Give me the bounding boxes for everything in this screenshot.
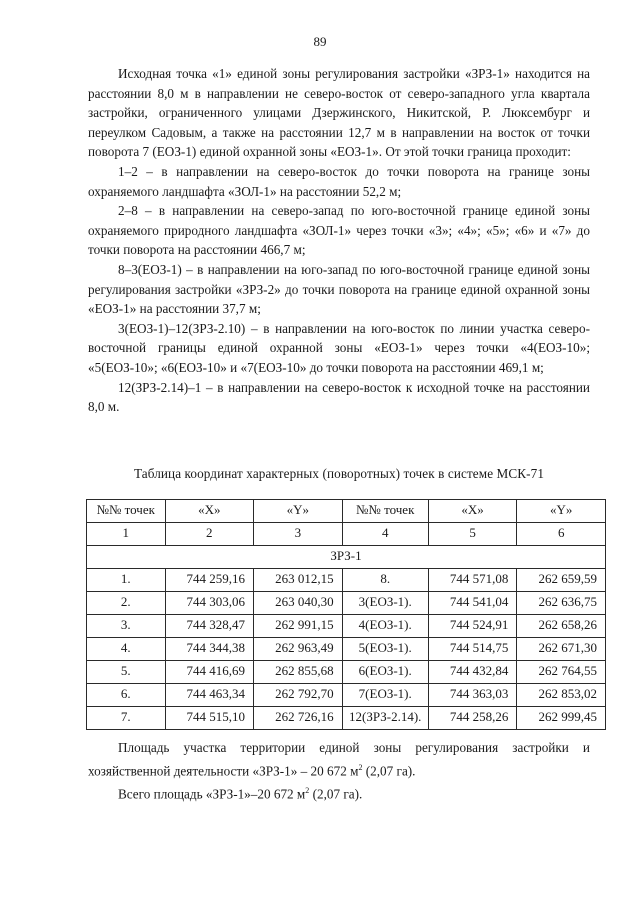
- table-row: [87, 569, 606, 592]
- paragraph-intro: Исходная точка «1» единой зоны регулирования застройки «ЗРЗ-1» находится на расстоянии 8,0 м в направлении не северо-восток от северо-западного угла квартала застройки, ограниченного улицами Дзержинского, Никитской, Р. Люксембург и переулком Садовым, а также на расстоянии 12,7 м в направлении на восток от точки поворота 7 (ЕОЗ-1) единой охранной зоны «ЕОЗ-1». От этой точки граница проходит:: [88, 66, 590, 160]
- total-text-end: (2,07 га).: [309, 785, 363, 801]
- table-cell: 744 463,34: [165, 684, 254, 707]
- table-cell: 262 636,75: [517, 592, 606, 615]
- table-cell: 7(ЕОЗ-1).: [342, 684, 428, 707]
- table-cell: 744 258,26: [428, 707, 517, 730]
- table-row: [87, 707, 606, 730]
- section-title-row: [87, 546, 606, 569]
- table-cell: 262 792,70: [254, 684, 343, 707]
- table-cell: 262 658,26: [517, 615, 606, 638]
- column-number-cell: 6: [517, 523, 606, 546]
- footer-text: [88, 738, 590, 804]
- table-cell: 263 040,30: [254, 592, 343, 615]
- table-cell: 262 855,68: [254, 661, 343, 684]
- table-caption: Таблица координат характерных (поворотных) точек в системе МСК-71: [133, 466, 545, 481]
- body-text: [88, 64, 590, 417]
- table-cell: 2.: [87, 592, 166, 615]
- column-number-row: [87, 523, 606, 546]
- column-number-cell: 2: [165, 523, 254, 546]
- paragraph-segment-8-3: 8–3(ЕОЗ-1) – в направлении на юго-запад по юго-восточной границе единой зоны регулирования застройки «ЗРЗ-2» до точки поворота на границе единой охранной зоны «ЕОЗ-1» на расстоянии 37,7 м;: [88, 261, 590, 317]
- table-cell: 744 514,75: [428, 638, 517, 661]
- table-cell: 744 344,38: [165, 638, 254, 661]
- paragraph-segment-1-2: 1–2 – в направлении на северо-восток до точки поворота на границе зоны охраняемого ландшафта «ЗОЛ-1» на расстоянии 52,2 м;: [88, 163, 590, 199]
- coordinates-table: [86, 499, 606, 730]
- table-cell: 7.: [87, 707, 166, 730]
- header-cell: «X»: [165, 500, 254, 523]
- area-text-end: (2,07 га).: [362, 762, 416, 778]
- table-cell: 1.: [87, 569, 166, 592]
- header-cell: №№ точек: [342, 500, 428, 523]
- table-cell: 5(ЕОЗ-1).: [342, 638, 428, 661]
- table-cell: 4.: [87, 638, 166, 661]
- table-cell: 262 659,59: [517, 569, 606, 592]
- total-text: Всего площадь «ЗРЗ-1»–20 672 м: [118, 785, 306, 801]
- table-cell: 262 999,45: [517, 707, 606, 730]
- column-number-cell: 5: [428, 523, 517, 546]
- total-superscript: 2: [305, 785, 310, 795]
- table-cell: 3(ЕОЗ-1).: [342, 592, 428, 615]
- table-cell: 744 259,16: [165, 569, 254, 592]
- area-text: Площадь участка территории единой зоны регулирования застройки и хозяйственной деятельности «ЗРЗ-1» – 20 672 м: [88, 740, 590, 778]
- table-cell: 4(ЕОЗ-1).: [342, 615, 428, 638]
- total-paragraph: [88, 781, 590, 804]
- table-cell: 8.: [342, 569, 428, 592]
- table-row: [87, 661, 606, 684]
- table-cell: 744 328,47: [165, 615, 254, 638]
- table-cell: 263 012,15: [254, 569, 343, 592]
- table-cell: 6(ЕОЗ-1).: [342, 661, 428, 684]
- table-row: [87, 615, 606, 638]
- table-cell: 262 853,02: [517, 684, 606, 707]
- table-cell: 262 963,49: [254, 638, 343, 661]
- table-cell: 744 363,03: [428, 684, 517, 707]
- page-number: 89: [313, 34, 327, 49]
- table-cell: 744 571,08: [428, 569, 517, 592]
- column-number-cell: 1: [87, 523, 166, 546]
- table-cell: 6.: [87, 684, 166, 707]
- column-number-cell: 3: [254, 523, 343, 546]
- table-cell: 262 726,16: [254, 707, 343, 730]
- paragraph-segment-2-8: 2–8 – в направлении на северо-запад по юго-восточной границе единой зоны охраняемого природного ландшафта «ЗОЛ-1» через точки «3»; «4»; «5»; «6» и «7» до точки поворота на расстоянии 466,7 м;: [88, 203, 590, 258]
- paragraph-segment-3-12: 3(ЕОЗ-1)–12(ЗРЗ-2.10) – в направлении на юго-восток по линии участка северо-восточной границы единой охранной зоны «ЕОЗ-1» через точки «4(ЕОЗ-10»; «5(ЕОЗ-10»; «6(ЕОЗ-10» и «7(ЕОЗ-10» до точки поворота на расстоянии 469,1 м;: [88, 320, 590, 375]
- table-cell: 262 991,15: [254, 615, 343, 638]
- table-cell: 3.: [87, 615, 166, 638]
- table-cell: 744 524,91: [428, 615, 517, 638]
- column-number-cell: 4: [342, 523, 428, 546]
- paragraph-segment-12-1: 12(ЗРЗ-2.14)–1 – в направлении на северо-восток к исходной точке на расстоянии 8,0 м.: [88, 379, 590, 415]
- header-cell: №№ точек: [87, 500, 166, 523]
- table-cell: 12(ЗРЗ-2.14).: [342, 707, 428, 730]
- table-cell: 744 432,84: [428, 661, 517, 684]
- table-cell: 262 671,30: [517, 638, 606, 661]
- header-cell: «X»: [428, 500, 517, 523]
- table-cell: 744 303,06: [165, 592, 254, 615]
- table-cell: 262 764,55: [517, 661, 606, 684]
- table-cell: 744 416,69: [165, 661, 254, 684]
- header-cell: «Y»: [254, 500, 343, 523]
- section-title: ЗРЗ-1: [87, 546, 606, 569]
- table-cell: 744 515,10: [165, 707, 254, 730]
- table-row: [87, 638, 606, 661]
- table-row: [87, 684, 606, 707]
- table-header-row: [87, 500, 606, 523]
- area-paragraph: [88, 738, 590, 781]
- header-cell: «Y»: [517, 500, 606, 523]
- table-cell: 744 541,04: [428, 592, 517, 615]
- table-row: [87, 592, 606, 615]
- area-superscript: 2: [358, 762, 363, 772]
- table-cell: 5.: [87, 661, 166, 684]
